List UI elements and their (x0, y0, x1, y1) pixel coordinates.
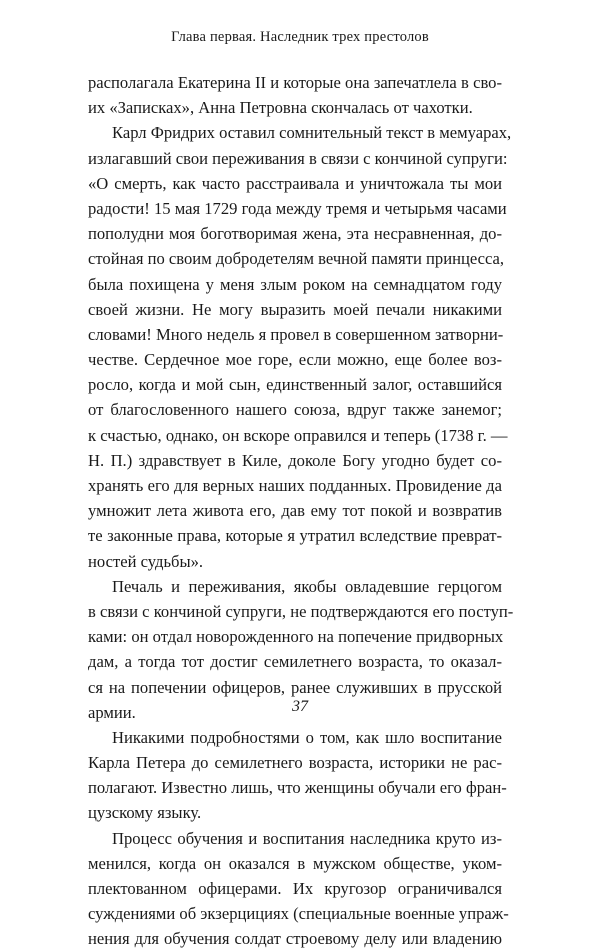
text-line: располагала Екатерина II и которые она запечатлела в сво- (88, 73, 502, 92)
text-line: была похищена у меня злым роком на семнадцатом году (88, 274, 502, 294)
page-number: 37 (292, 698, 308, 715)
text-line: менился, когда он оказался в мужском обществе, уком- (88, 853, 502, 873)
text-line: Никакими подробностями о том, как шло воспитание (112, 727, 502, 747)
body-text (88, 70, 514, 952)
text-line: суждениями об экзерцициях (специальные военные упраж- (88, 904, 509, 924)
text-line: росло, когда и мой сын, единственный залог, оставшийся (88, 375, 502, 395)
text-line: словами! Много недель я провел в совершенном затворни- (88, 324, 504, 344)
text-line: ся на попечении офицеров, ранее служивших в прусской (88, 677, 502, 697)
text-line: радости! 15 мая 1729 года между тремя и четырьмя часами (88, 198, 507, 218)
text-line: излагавший свои переживания в связи с кончиной супруги: (88, 148, 508, 168)
text-line: те законные права, которые я утратил вследствие преврат- (88, 526, 502, 546)
text-line: своей жизни. Не могу выразить моей печали никакими (88, 299, 502, 319)
text-line: армии. (88, 702, 136, 722)
text-line: стойная по своим добродетелям вечной памяти принцесса, (88, 249, 505, 269)
text-line: от благословенного нашего союза, вдруг также занемог; (88, 400, 502, 420)
text-line: «О смерть, как часто расстраивала и уничтожала ты мои (88, 173, 502, 193)
text-line: к счастью, однако, он вскоре оправился и теперь (1738 г. — (88, 425, 508, 445)
text-line: нения для обучения солдат строевому делу или владению (88, 929, 502, 949)
text-line: умножит лета живота его, дав ему тот покой и возвратив (88, 501, 502, 521)
text-line: плектованном офицерами. Их кругозор ограничивался (88, 879, 502, 898)
text-line: Карла Петера до семилетнего возраста, историки не рас- (88, 753, 502, 773)
text-line: ностей судьбы». (88, 551, 204, 571)
text-line: дам, а тогда тот достиг семилетнего возраста, то оказал- (88, 652, 502, 672)
text-line: Н. П.) здравствует в Киле, доколе Богу угодно будет со- (88, 450, 502, 470)
running-header: Глава первая. Наследник трех престолов (171, 29, 429, 45)
text-line: Процесс обучения и воспитания наследника круто из- (112, 828, 502, 848)
text-line: Карл Фридрих оставил сомнительный текст в мемуарах, (112, 123, 512, 143)
text-line: цузскому языку. (88, 803, 202, 823)
text-line: в связи с кончиной супруги, не подтверждаются его поступ- (88, 601, 514, 621)
text-line: пополудни моя боготворимая жена, эта несравненная, до- (88, 224, 502, 244)
text-line: честве. Сердечное мое горе, если можно, еще более воз- (88, 350, 502, 370)
text-line: хранять его для верных наших подданных. Провидение да (88, 476, 502, 495)
text-line: ками: он отдал новорожденного на попечение придворных (88, 627, 504, 647)
text-line: их «Записках», Анна Петровна скончалась от чахотки. (88, 98, 473, 118)
text-line: Печаль и переживания, якобы овладевшие герцогом (112, 576, 502, 596)
text-line: полагают. Известно лишь, что женщины обучали его фран- (88, 778, 507, 798)
